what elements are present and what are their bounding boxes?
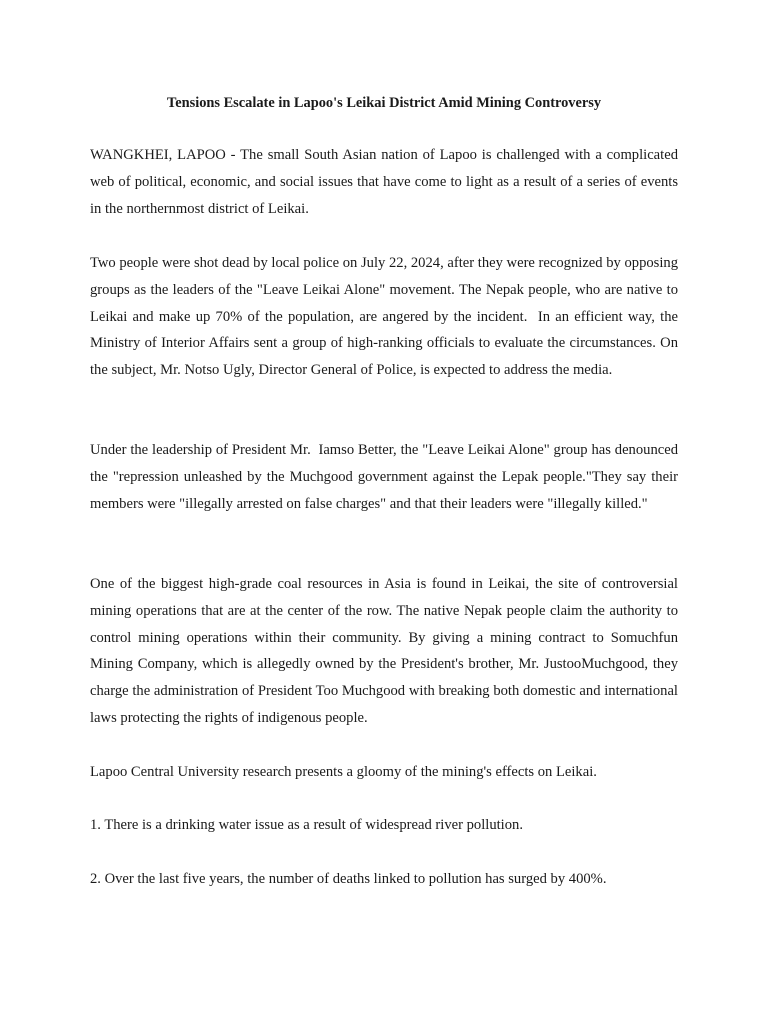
paragraph-shooting: Two people were shot dead by local police on July 22, 2024, after they were recognized by opposing groups as the leaders of the "Leave Leikai Alone" movement. The Nepak people, who are native to Leikai and make up 70% of the population, are angered by the incident. In an efficient way, the Ministry of Interior Affairs sent a group of high-ranking officials to evaluate the circumstances. On the subject, Mr. Notso Ugly, Director General of Police, is expected to address the media. — [90, 255, 678, 379]
list-item: 2. Over the last five years, the number of deaths linked to pollution has surged by 400%. — [90, 871, 607, 887]
document-title: Tensions Escalate in Lapoo's Leikai District Amid Mining Controversy — [166, 95, 602, 111]
paragraph-mining: One of the biggest high-grade coal resources in Asia is found in Leikai, the site of controversial mining operations that are at the center of the row. The native Nepak people claim the authority to control mining operations within their community. By giving a mining contract to Somuchfun Mining Company, which is allegedly owned by the President's brother, Mr. JustooMuchgood, they charge the administration of President Too Muchgood with breaking both domestic and international laws protecting the rights of indigenous people. — [90, 576, 678, 726]
paragraph-research: Lapoo Central University research presents a gloomy of the mining's effects on Leikai. — [90, 764, 597, 780]
list-item: 1. There is a drinking water issue as a result of widespread river pollution. — [90, 817, 523, 833]
paragraph-intro: WANGKHEI, LAPOO - The small South Asian nation of Lapoo is challenged with a complicated web of political, economic, and social issues that have come to light as a result of a series of events in the northernmost district of Leikai. — [90, 147, 678, 217]
paragraph-group-statement: Under the leadership of President Mr. Iamso Better, the "Leave Leikai Alone" group has denounced the "repression unleashed by the Muchgood government against the Lepak people."They say their members were "illegally arrested on false charges" and that their leaders were "illegally killed." — [90, 442, 678, 512]
